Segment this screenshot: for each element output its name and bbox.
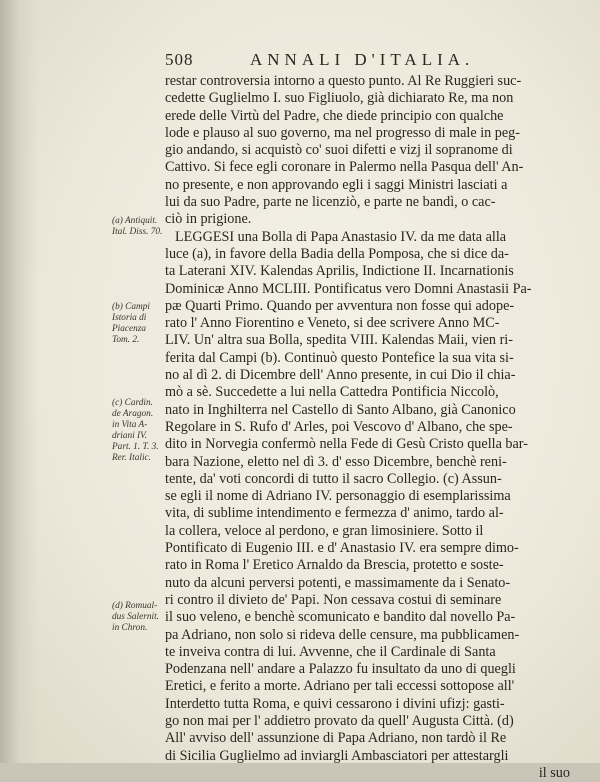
text-line: la collera, veloce al perdono, e gran limosiniere. Sotto il (165, 522, 484, 539)
gutter-shadow (0, 0, 38, 763)
text-line: se egli il nome di Adriano IV. personaggio di esemplarissima (165, 488, 511, 505)
paragraph-start-line: LEGGESI una Bolla di Papa Anastasio IV. da me data alla (175, 228, 507, 245)
text-line: gio andando, si acquistò co' suoi difetti e vizj il sopranome di (165, 142, 513, 159)
text-line: go non mai per l' addietro provato da quell' Augusta Città. (d) (165, 712, 514, 729)
text-line: ferita dal Campi (b). Continuò questo Pontefice la sua vita si- (165, 349, 514, 366)
text-line: LIV. Un' altra sua Bolla, spedita VIII. Kalendas Maii, vien ri- (165, 332, 513, 349)
text-line: Cattivo. Si fece egli coronare in Palermo nella Pasqua dell' An- (165, 159, 524, 176)
text-line: ri contro il divieto de' Papi. Non cessava costui di seminare (165, 591, 502, 608)
text-line: lui da suo Padre, parte ne licenziò, e parte ne bandì, o cac- (165, 194, 496, 211)
side-note-b: (b) Campi Istoria di Piacenza Tom. 2. (112, 302, 150, 345)
text-line: di Sicilia Guglielmo ad inviargli Ambasciatori per attestargli (165, 747, 509, 764)
text-line: dito in Norvegia confermò nella Fede di Gesù Cristo quella bar- (165, 436, 528, 453)
text-line: no al dì 2. di Dicembre dell' Anno presente, in cui Dio il chia- (165, 367, 516, 384)
text-line: Eretici, e ferito a morte. Adriano per tali eccessi sottopose all' (165, 678, 515, 695)
text-line: il suo veleno, e benchè scomunicato e bandito dal novello Pa- (165, 609, 516, 626)
text-line: lode e plauso al suo governo, ma nel progresso di male in peg- (165, 124, 520, 141)
page-number: 508 (165, 50, 194, 69)
text-line: pa Adriano, non solo si rideva delle censure, ma pubblicamen- (165, 626, 520, 643)
text-line: no presente, e non approvando egli i saggi Ministri lasciati a (165, 176, 508, 193)
text-line: Pontificato di Eugenio III. e d' Anastasio IV. era sempre dimo- (165, 540, 519, 557)
text-line: rato in Roma l' Eretico Arnaldo da Brescia, protetto e soste- (165, 557, 504, 574)
running-head (165, 50, 565, 74)
text-line: ta Laterani XIV. Kalendas Aprilis, Indictione II. Incarnationis (165, 263, 514, 280)
text-line: mò a sè. Succedette a lui nella Cattedra Pontificia Niccolò, (165, 384, 499, 401)
page-title: ANNALI D'ITALIA. (250, 50, 475, 69)
side-note-d: (d) Romual- dus Salernit. in Chron. (112, 601, 160, 633)
text-line: nato in Inghilterra nel Castello di Santo Albano, già Canonico (165, 401, 516, 418)
text-line: bara Nazione, eletto nel dì 3. d' esso Dicembre, benchè reni- (165, 453, 507, 470)
text-line: cedette Guglielmo I. suo Figliuolo, già dichiarato Re, ma non (165, 90, 514, 107)
text-line: nuto da alcuni perversi potenti, e massimamente da i Senato- (165, 574, 511, 591)
text-line: ciò in prigione. (165, 211, 252, 228)
text-line: luce (a), in favore della Badia della Pomposa, che si dice da- (165, 245, 509, 262)
text-line: rato l' Anno Fiorentino e Veneto, si dee scrivere Anno MC- (165, 315, 500, 332)
text-line: vita, di sublime intendimento e fermezza d' animo, tardo al- (165, 505, 504, 522)
text-line: Podenzana nell' andare a Palazzo fu insultato da uno di quegli (165, 661, 516, 678)
side-note-c: (c) Cardin. de Aragon. in Vita A- driani IV. Part. 1. T. 3. Rer. Italic. (112, 398, 159, 463)
text-line: erede delle Virtù del Padre, che diede principio con qualche (165, 107, 504, 124)
body-text (165, 73, 570, 782)
catchword: il suo (538, 764, 570, 781)
text-line: Interdetto tutta Roma, e quivi cessarono i divini ufizj: gasti- (165, 695, 505, 712)
side-note-a: (a) Antiquit. Ital. Diss. 70. (112, 216, 163, 237)
text-line: All' avviso dell' assunzione di Papa Adriano, non tardò il Re (165, 730, 507, 747)
text-line: restar controversia intorno a questo punto. Al Re Ruggieri suc- (165, 73, 522, 89)
text-line: Dominicæ Anno MCLIII. Pontificatus vero Domni Anastasii Pa- (165, 280, 532, 297)
text-line: Regolare in S. Rufo d' Arles, poi Vescovo d' Albano, che spe- (165, 418, 513, 435)
text-line: tente, da' voti concordi di tutto il sacro Collegio. (c) Assun- (165, 470, 502, 487)
text-line: te inveiva contra di lui. Avvenne, che il Cardinale di Santa (165, 643, 496, 660)
text-line: pæ Quarti Primo. Quando per avventura non fosse qui adope- (165, 297, 515, 314)
